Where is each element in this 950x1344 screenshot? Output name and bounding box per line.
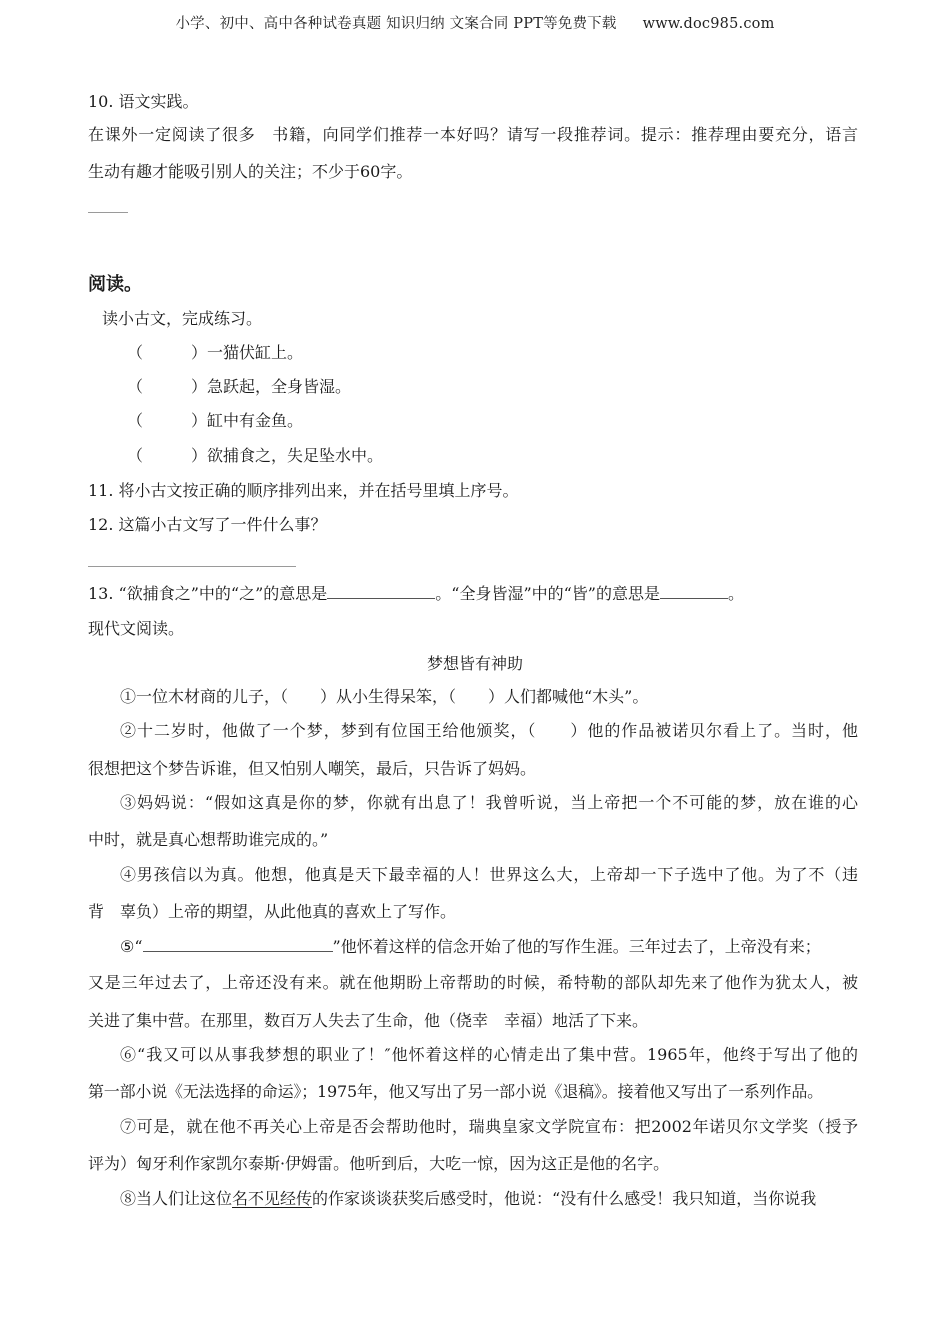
article-paragraph-7-line2: 评为）匈牙利作家凯尔泰斯·伊姆雷。他听到后，大吃一惊，因为这正是他的名字。 xyxy=(88,1154,670,1173)
q12-answer-line[interactable] xyxy=(88,566,296,567)
header-text: 小学、初中、高中各种试卷真题 知识归纳 文案合同 PPT等免费下载 xyxy=(175,16,617,32)
q10-answer-line[interactable] xyxy=(88,212,128,213)
section-heading-reading: 阅读。 xyxy=(88,274,142,295)
q11-question: 11. 将小古文按正确的顺序排列出来，并在括号里填上序号。 xyxy=(88,481,519,500)
article-paragraph-5-line3: 关进了集中营。在那里，数百万人失去了生命，他（侥幸 幸福）地活了下来。 xyxy=(88,1011,649,1030)
order-blank[interactable]: （ ） xyxy=(127,377,208,396)
article-paragraph-2-line1: ②十二岁时，他做了一个梦，梦到有位国王给他颁奖，（ ）他的作品被诺贝尔看上了。当时，他 xyxy=(120,721,858,740)
article-paragraph-8-line1 xyxy=(120,1188,816,1210)
article-paragraph-6-line1: ⑥“我又可以从事我梦想的职业了！″他怀着这样的心情走出了集中营。1965年，他终于写出了他的 xyxy=(120,1045,858,1064)
q10-prompt-line1: 在课外一定阅读了很多 书籍，向同学们推荐一本好吗？请写一段推荐词。提示：推荐理由要充分，语言 xyxy=(88,125,858,144)
classical-text-item xyxy=(127,445,383,467)
classical-text-line: 一猫伏缸上。 xyxy=(207,343,304,362)
classical-text-line: 欲捕食之，失足坠水中。 xyxy=(207,446,384,465)
p8-underlined-phrase: 名不见经传 xyxy=(232,1189,313,1208)
q10-prompt-line2: 生动有趣才能吸引别人的关注；不少于60字。 xyxy=(88,162,413,181)
article-paragraph-1: ①一位木材商的儿子，（ ）从小生得呆笨，（ ）人们都喊他“木头”。 xyxy=(120,687,649,706)
p8-text-end: 的作家谈谈获奖后感受时，他说：“没有什么感受！我只知道，当你说我 xyxy=(312,1189,817,1208)
p8-text-start: ⑧当人们让这位 xyxy=(120,1189,233,1208)
p5-fill-blank[interactable] xyxy=(143,936,333,952)
q13-text-c: 。 xyxy=(728,584,745,603)
order-blank[interactable]: （ ） xyxy=(127,411,208,430)
article-paragraph-4-line2: 背 辜负）上帝的期望，从此他真的喜欢上了写作。 xyxy=(88,902,457,921)
classical-text-line: 缸中有金鱼。 xyxy=(207,411,304,430)
q13-text-a: 13. “欲捕食之”中的“之”的意思是 xyxy=(88,584,328,603)
q12-question: 12. 这篇小古文写了一件什么事？ xyxy=(88,515,327,534)
article-title: 梦想皆有神助 xyxy=(426,654,523,673)
q13-blank-zhi[interactable] xyxy=(327,583,435,599)
article-paragraph-6-line2: 第一部小说《无法选择的命运》；1975年，他又写出了另一部小说《退稿》。接着他又写出了一系列作品。 xyxy=(88,1082,823,1101)
article-paragraph-5-line2: 又是三年过去了，上帝还没有来。就在他期盼上帝帮助的时候，希特勒的部队却先来了他作为犹太人，被 xyxy=(88,973,858,992)
article-paragraph-4-line1: ④男孩信以为真。他想，他真是天下最幸福的人！世界这么大，上帝却一下子选中了他。为了不（违 xyxy=(120,865,858,884)
q13-question xyxy=(88,583,744,605)
q13-text-b: 。“全身皆湿”中的“皆”的意思是 xyxy=(435,584,660,603)
article-paragraph-7-line1: ⑦可是，就在他不再关心上帝是否会帮助他时，瑞典皇家文学院宣布：把2002年诺贝尔文学奖（授予 xyxy=(120,1117,858,1136)
article-paragraph-2-line2: 很想把这个梦告诉谁，但又怕别人嘲笑，最后，只告诉了妈妈。 xyxy=(88,759,537,778)
q10-title: 10. 语文实践。 xyxy=(88,92,199,111)
q13-blank-jie[interactable] xyxy=(660,583,728,599)
modern-reading-label: 现代文阅读。 xyxy=(88,619,185,638)
article-paragraph-5-line1 xyxy=(120,936,821,958)
header-site-link[interactable]: www.doc985.com xyxy=(642,16,775,32)
reading-intro: 读小古文，完成练习。 xyxy=(102,309,263,328)
classical-text-item xyxy=(127,342,303,364)
order-blank[interactable]: （ ） xyxy=(127,446,208,465)
classical-text-item xyxy=(127,410,303,432)
p5-text: ”他怀着这样的信念开始了他的写作生涯。三年过去了，上帝没有来； xyxy=(332,937,821,956)
classical-text-line: 急跃起，全身皆湿。 xyxy=(207,377,352,396)
page-header xyxy=(0,12,950,33)
article-paragraph-3-line1: ③妈妈说：“假如这真是你的梦，你就有出息了！我曾听说，当上帝把一个不可能的梦，放在谁的心 xyxy=(120,793,858,812)
p5-open-quote: ⑤“ xyxy=(120,937,143,956)
classical-text-item xyxy=(127,376,351,398)
order-blank[interactable]: （ ） xyxy=(127,343,208,362)
article-paragraph-3-line2: 中时，就是真心想帮助谁完成的。” xyxy=(88,830,329,849)
